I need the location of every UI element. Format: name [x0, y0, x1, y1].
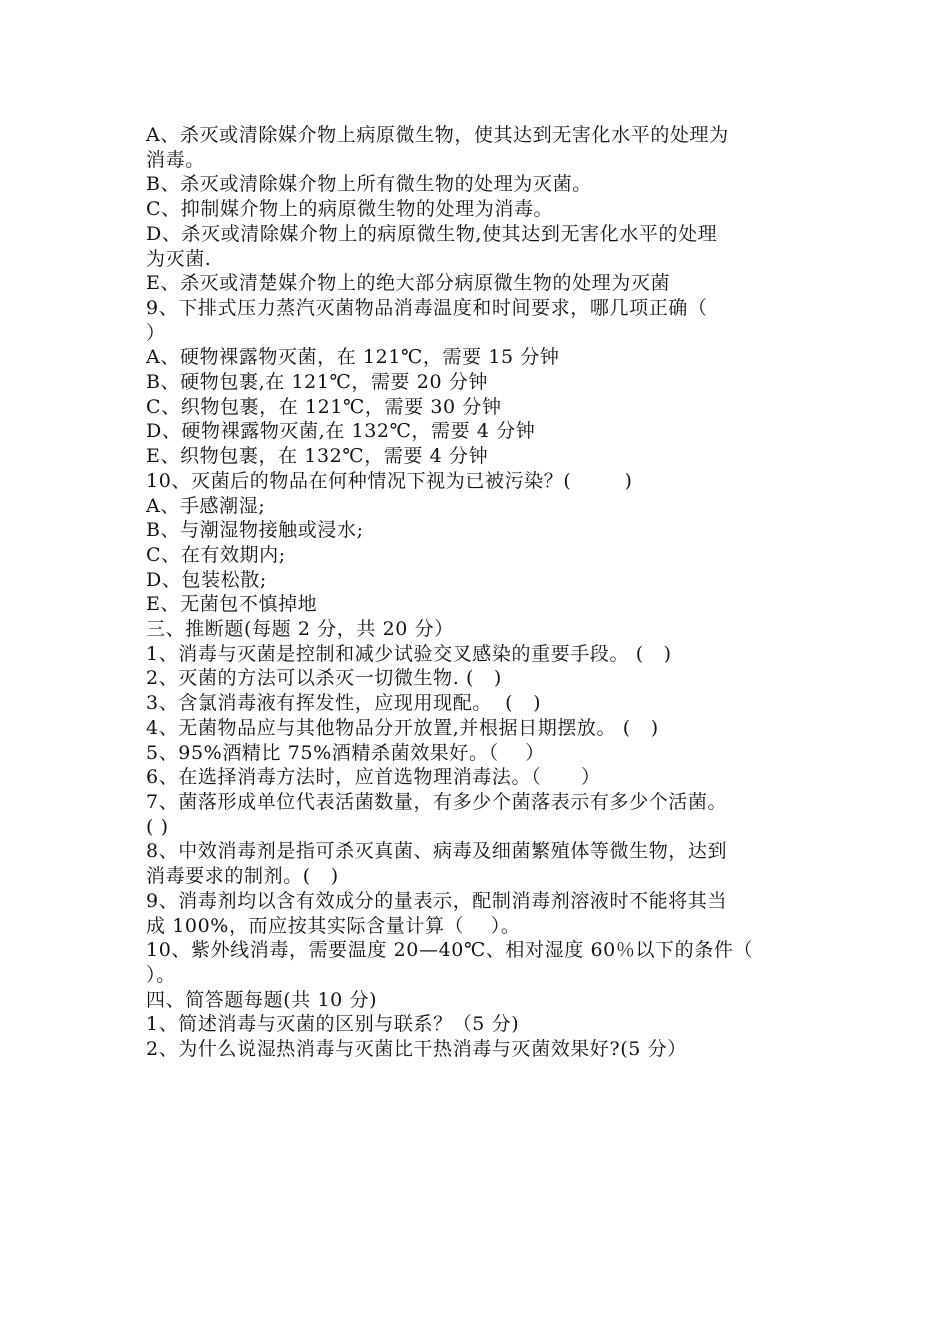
q9-option-c: C、织物包裹，在 121℃，需要 30 分钟	[146, 395, 502, 418]
judge-item-1: 1、消毒与灭菌是控制和减少试验交叉感染的重要手段。 ( )	[146, 642, 672, 665]
judge-item-4: 4、无菌物品应与其他物品分开放置,并根据日期摆放。 ( )	[146, 716, 659, 739]
judge-item-7: 7、菌落形成单位代表活菌数量，有多少个菌落表示有多少个活菌。	[146, 790, 728, 813]
q9-option-a: A、硬物裸露物灭菌，在 121℃，需要 15 分钟	[146, 346, 560, 369]
option-d-definition: D、杀灭或清除媒介物上的病原微生物,使其达到无害化水平的处理	[146, 222, 718, 245]
short-answer-2: 2、为什么说湿热消毒与灭菌比干热消毒与灭菌效果好?(5 分）	[146, 1038, 687, 1061]
section-3-heading: 三、推断题(每题 2 分，共 20 分）	[146, 618, 454, 641]
option-a-definition: A、杀灭或清除媒介物上病原微生物，使其达到无害化水平的处理为	[146, 124, 729, 146]
option-d-definition-cont: 为灭菌.	[146, 247, 212, 270]
q10-option-c: C、在有效期内;	[146, 543, 286, 566]
q10-option-d: D、包装松散;	[146, 568, 267, 591]
q10-option-a: A、手感潮湿;	[146, 494, 266, 517]
judge-item-8-cont: 消毒要求的制剂。( )	[146, 865, 339, 888]
judge-item-5: 5、95%酒精比 75%酒精杀菌效果好。（ ）	[146, 741, 545, 764]
judge-item-3: 3、含氯消毒液有挥发性，应现用现配。 ( )	[146, 692, 542, 715]
section-4-heading: 四、简答题每题(共 10 分)	[146, 988, 378, 1011]
judge-item-8: 8、中效消毒剂是指可杀灭真菌、病毒及细菌繁殖体等微生物，达到	[146, 840, 728, 863]
q9-option-d: D、硬物裸露物灭菌,在 132℃，需要 4 分钟	[146, 420, 536, 443]
q10-option-b: B、与潮湿物接触或浸水;	[146, 519, 364, 542]
judge-item-10-cont: ）。	[146, 963, 176, 986]
judge-item-9: 9、消毒剂均以含有效成分的量表示，配制消毒剂溶液时不能将其当	[146, 889, 728, 912]
judge-item-9-cont: 成 100%，而应按其实际含量计算（ ）。	[146, 914, 521, 937]
option-a-definition-cont: 消毒。	[146, 148, 205, 171]
option-c-definition: C、抑制媒介物上的病原微生物的处理为消毒。	[146, 198, 554, 221]
judge-item-6: 6、在选择消毒方法时，应首选物理消毒法。（ ）	[146, 766, 601, 789]
question-9-cont: ）	[146, 321, 166, 344]
judge-item-7-cont: ( )	[146, 815, 169, 838]
option-b-definition: B、杀灭或清除媒介物上所有微生物的处理为灭菌。	[146, 173, 592, 196]
judge-item-2: 2、灭菌的方法可以杀灭一切微生物. ( )	[146, 667, 502, 690]
q9-option-b: B、硬物包裹,在 121℃，需要 20 分钟	[146, 371, 489, 394]
q9-option-e: E、织物包裹，在 132℃，需要 4 分钟	[146, 445, 489, 468]
q10-option-e: E、无菌包不慎掉地	[146, 593, 318, 616]
question-10: 10、灭菌后的物品在何种情况下视为已被污染？( )	[146, 469, 633, 492]
document-page	[146, 123, 806, 1062]
short-answer-1: 1、简述消毒与灭菌的区别与联系？（5 分)	[146, 1013, 520, 1036]
judge-item-10: 10、紫外线消毒，需要温度 20—40℃、相对湿度 60％以下的条件（	[146, 939, 754, 962]
question-9: 9、下排式压力蒸汽灭菌物品消毒温度和时间要求，哪几项正确（	[146, 296, 708, 319]
option-e-definition: E、杀灭或清楚媒介物上的绝大部分病原微生物的处理为灭菌	[146, 272, 671, 295]
